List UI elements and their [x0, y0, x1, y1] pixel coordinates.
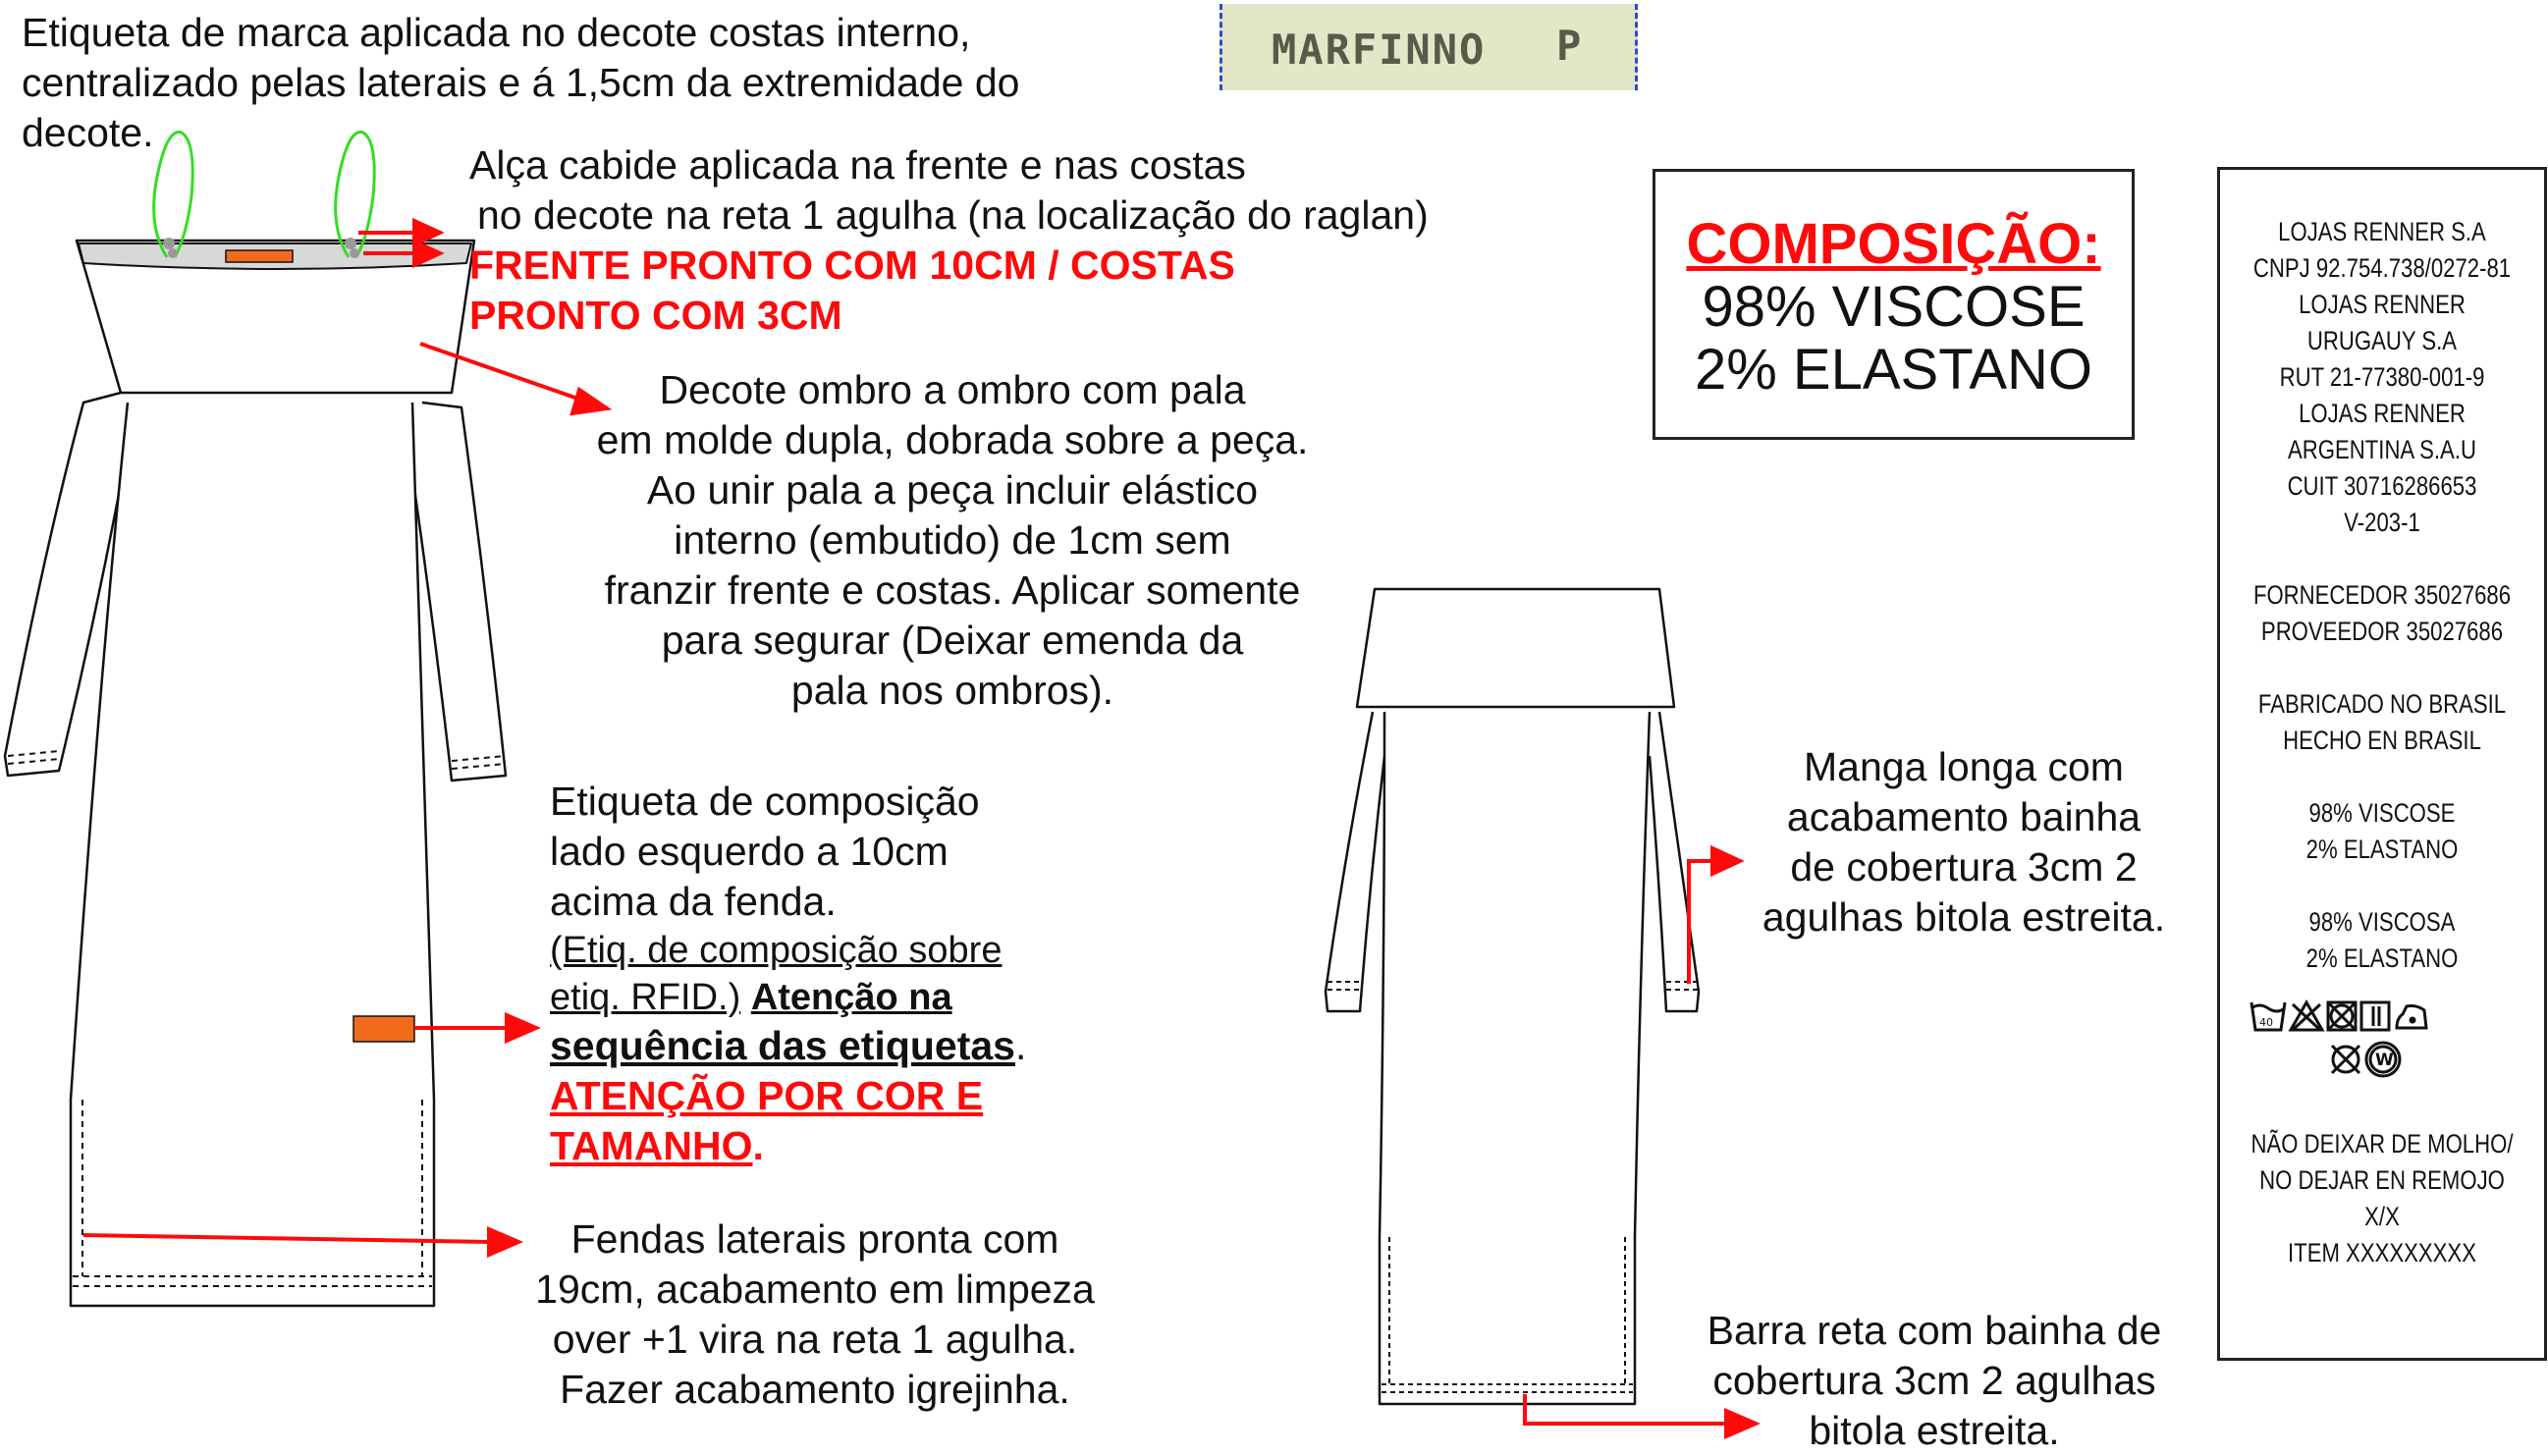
brand-woven-label	[1220, 4, 1638, 90]
composition-tag-marker	[353, 1016, 414, 1042]
composition-line: 2% ELASTANO	[1694, 338, 2093, 402]
care-label-line: HECHO EN BRASIL	[2283, 726, 2481, 755]
care-label	[2217, 167, 2547, 1361]
care-label-line: NO DEJAR EN REMOJO	[2259, 1165, 2505, 1195]
care-label-line: LOJAS RENNER	[2299, 290, 2466, 319]
care-label-line: 2% ELASTANO	[2305, 944, 2459, 973]
care-label-line: NÃO DEIXAR DE MOLHO/	[2250, 1129, 2514, 1159]
no-tumble-dry-icon	[2328, 1002, 2356, 1030]
note-sleeve: Manga longa com acabamento bainha de cobertura 3cm 2 agulhas bitola estreita.	[1762, 744, 2166, 940]
back-view-dress	[1326, 589, 1699, 1404]
care-label-line: CUIT 30716286653	[2287, 471, 2477, 501]
care-label-line: FABRICADO NO BRASIL	[2257, 689, 2507, 719]
care-label-line: CNPJ 92.754.738/0272-81	[2252, 253, 2512, 283]
care-label-line	[2250, 650, 2516, 686]
composition-box	[1653, 169, 2135, 440]
care-label-line: LOJAS RENNER S.A	[2278, 217, 2486, 246]
care-label-line: FORNECEDOR 35027686	[2252, 580, 2512, 610]
hanger-strap-length-note: FRENTE PRONTO COM 10CM / COSTAS	[469, 243, 1235, 288]
wash-40-icon	[2251, 1002, 2285, 1030]
care-label-line: ARGENTINA S.A.U	[2288, 435, 2476, 464]
care-label-line: X/X	[2364, 1202, 2400, 1231]
no-dry-clean-icon	[2332, 1046, 2359, 1073]
care-label-line: PROVEEDOR 35027686	[2260, 617, 2504, 646]
color-size-warning: ATENÇÃO POR COR E	[550, 1073, 984, 1118]
note-hanger-strap: Alça cabide aplicada na frente e nas costas no decote na reta 1 agulha (na localização do raglan) FRENTE PRONTO COM 10CM / COSTAS PRONTO COM 3CM	[469, 142, 1429, 338]
brand-tag-marker	[226, 250, 293, 262]
line-dry-icon	[2361, 1002, 2389, 1030]
care-label-line	[2250, 759, 2516, 795]
care-label-line: 2% ELASTANO	[2305, 835, 2459, 864]
care-label-line: 98% VISCOSE	[2308, 798, 2456, 828]
care-label-line: LOJAS RENNER	[2299, 399, 2466, 428]
note-neckline: Decote ombro a ombro com pala em molde dupla, dobrada sobre a peça. Ao unir pala a peça incluir elástico interno (embutido) de 1cm sem franzir frente e costas. Aplicar somente para segurar (Deixar emenda da pala nos ombros).	[596, 367, 1309, 713]
svg-text:40: 40	[2259, 1016, 2273, 1029]
svg-text:W: W	[2375, 1051, 2394, 1070]
brand-label-size: P	[1556, 22, 1584, 70]
care-label-line	[2250, 868, 2516, 904]
note-composition-tag: Etiqueta de composição lado esquerdo a 10cm acima da fenda. (Etiq. de composição sobre etiq. RFID.) Atenção na sequência das etiquetas. ATENÇÃO POR COR E TAMANHO.	[550, 779, 1027, 1168]
care-label-line: ITEM XXXXXXXXX	[2288, 1238, 2476, 1267]
note-brand-tag: Etiqueta de marca aplicada no decote costas interno, centralizado pelas laterais e á 1,5cm da extremidade do decote.	[22, 10, 1020, 155]
brand-label-name: MARFINNO	[1272, 26, 1487, 74]
no-bleach-icon	[2291, 1002, 2322, 1030]
care-label-line: RUT 21-77380-001-9	[2279, 362, 2485, 392]
note-hem: Barra reta com bainha de cobertura 3cm 2 agulhas bitola estreita.	[1707, 1308, 2162, 1453]
care-label-line: V-203-1	[2344, 508, 2420, 537]
iron-low-icon	[2397, 1006, 2426, 1029]
care-label-line: URUGAUY S.A	[2306, 326, 2458, 355]
composition-title: COMPOSIÇÃO:	[1686, 212, 2101, 276]
note-side-slits: Fendas laterais pronta com 19cm, acabamento em limpeza over +1 vira na reta 1 agulha. Fazer acabamento igrejinha.	[535, 1216, 1095, 1412]
composition-line: 98% VISCOSE	[1702, 275, 2086, 339]
front-view-dress	[5, 241, 506, 1306]
wet-clean-icon	[2366, 1043, 2400, 1076]
care-symbols	[2220, 995, 2544, 1095]
care-label-line	[2250, 541, 2516, 577]
care-label-line: 98% VISCOSA	[2308, 907, 2456, 937]
